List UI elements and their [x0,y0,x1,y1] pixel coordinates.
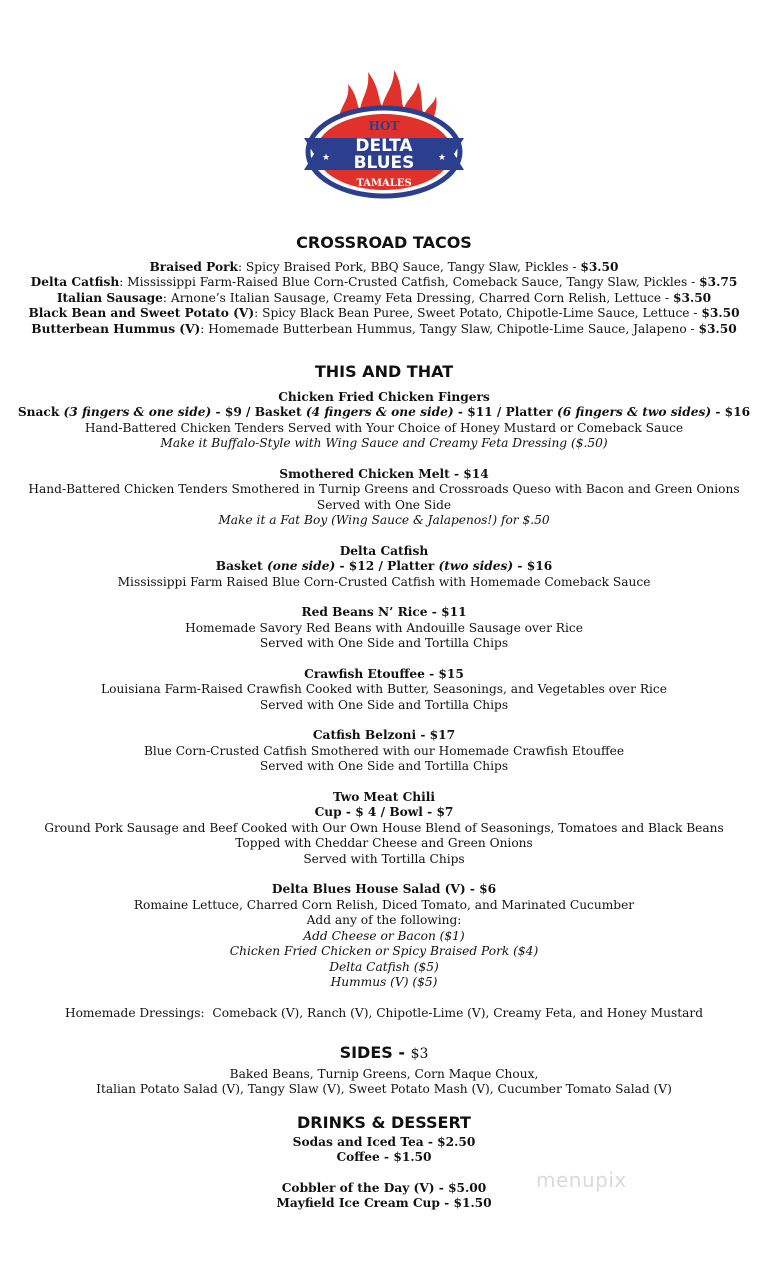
menu-item-catfish: Delta Catfish Basket (one side) - $12 / Platter (two sides) - $16 Mississippi Farm Raised Blue Corn-Crusted Catfish with Homemade Comeback Sauce [117,543,651,589]
menu-item-salad: Delta Blues House Salad (V) - $6 Romaine Lettuce, Charred Corn Relish, Diced Tomato, and Marinated Cucumber Add any of the following: Add Cheese or Bacon ($1) Chicken Fried Chicken or Spicy Braised Pork ($4) Delta Catfish ($5) Hummus (V) ($5) [133,882,635,989]
taco-item: Braised Pork: Spicy Braised Pork, BBQ Sauce, Tangy Slaw, Pickles - $3.50 [149,259,619,274]
tacos-title: CROSSROAD TACOS [296,233,472,252]
sides-line: Baked Beans, Turnip Greens, Corn Maque Choux, [229,1066,539,1081]
star-icon: ★ [322,153,331,163]
taco-item: Butterbean Hummus (V): Homemade Butterbean Hummus, Tangy Slaw, Chipotle-Lime Sauce, Jalapeno - $3.50 [31,321,737,336]
dressings-line: Homemade Dressings: Comeback (V), Ranch (V), Chipotle-Lime (V), Creamy Feta, and Honey Mustard [64,1005,704,1020]
menu-item-melt: Smothered Chicken Melt - $14 Hand-Battered Chicken Tenders Smothered in Turnip Greens and Crossroads Queso with Bacon and Green Onions Served with One Side Make it a Fat Boy (Wing Sauce & Jalapenos!) for $.50 [28,466,740,527]
drinks-title: DRINKS & DESSERT [297,1113,471,1132]
drinks-section [0,1115,768,1212]
sides-line: Italian Potato Salad (V), Tangy Slaw (V), Sweet Potato Mash (V), Cucumber Tomato Salad (V) [96,1082,672,1096]
menu-item-red-beans: Red Beans N’ Rice - $11 Homemade Savory Red Beans with Andouille Sausage over Rice Served with One Side and Tortilla Chips [185,605,583,650]
dessert-item: Cobbler of the Day (V) - $5.00 [281,1180,487,1195]
drink-item: Coffee - $1.50 [336,1150,432,1164]
taco-item: Delta Catfish: Mississippi Farm-Raised Blue Corn-Crusted Catfish, Comeback Sauce, Tangy Slaw, Pickles - $3.75 [30,275,738,289]
taco-item: Black Bean and Sweet Potato (V): Spicy Black Bean Puree, Sweet Potato, Chipotle-Lime Sauce, Lettuce - $3.50 [28,306,740,320]
dessert-item: Mayfield Ice Cream Cup - $1.50 [276,1196,492,1210]
this-and-that-title: THIS AND THAT [314,362,454,381]
delta-blues-logo [298,62,470,202]
menu-item-etouffee: Crawfish Etouffee - $15 Louisiana Farm-Raised Crawfish Cooked with Butter, Seasonings, and Vegetables over Rice Served with One Side and Tortilla Chips [101,666,667,712]
logo-main1: DELTA [355,136,413,156]
sides-section [0,1045,768,1098]
watermark: menupix [536,1168,627,1192]
menu-item-fingers: Chicken Fried Chicken Fingers Snack (3 fingers & one side) - $9 / Basket (4 fingers & one side) - $11 / Platter (6 fingers & two sides) - $16 Hand-Battered Chicken Tenders Served with Your Choice of Honey Mustard or Comeback Sauce Make it Buffalo-Style with Wing Sauce and Creamy Feta Dressing ($.50) [17,389,751,450]
this-and-that-section [0,364,768,1021]
sides-title: SIDES - $3 [339,1043,429,1062]
logo-bottom-text: TAMALES [356,178,412,189]
taco-item: Italian Sausage: Arnone’s Italian Sausage, Creamy Feta Dressing, Charred Corn Relish, Lettuce - $3.50 [56,290,712,305]
tacos-section [0,235,768,337]
logo-main2: BLUES [353,153,415,173]
menu-item-chili: Two Meat Chili Cup - $ 4 / Bowl - $7 Ground Pork Sausage and Beef Cooked with Our Own House Blend of Seasonings, Tomatoes and Black Beans Topped with Cheddar Cheese and Green Onions Served with Tortilla Chips [44,789,724,866]
drink-item: Sodas and Iced Tea - $2.50 [292,1134,476,1149]
star-icon: ★ [438,153,447,163]
menu-item-belzoni: Catfish Belzoni - $17 Blue Corn-Crusted Catfish Smothered with our Homemade Crawfish Etouffee Served with One Side and Tortilla Chips [143,728,625,773]
logo-top-text: HOT [368,119,400,133]
